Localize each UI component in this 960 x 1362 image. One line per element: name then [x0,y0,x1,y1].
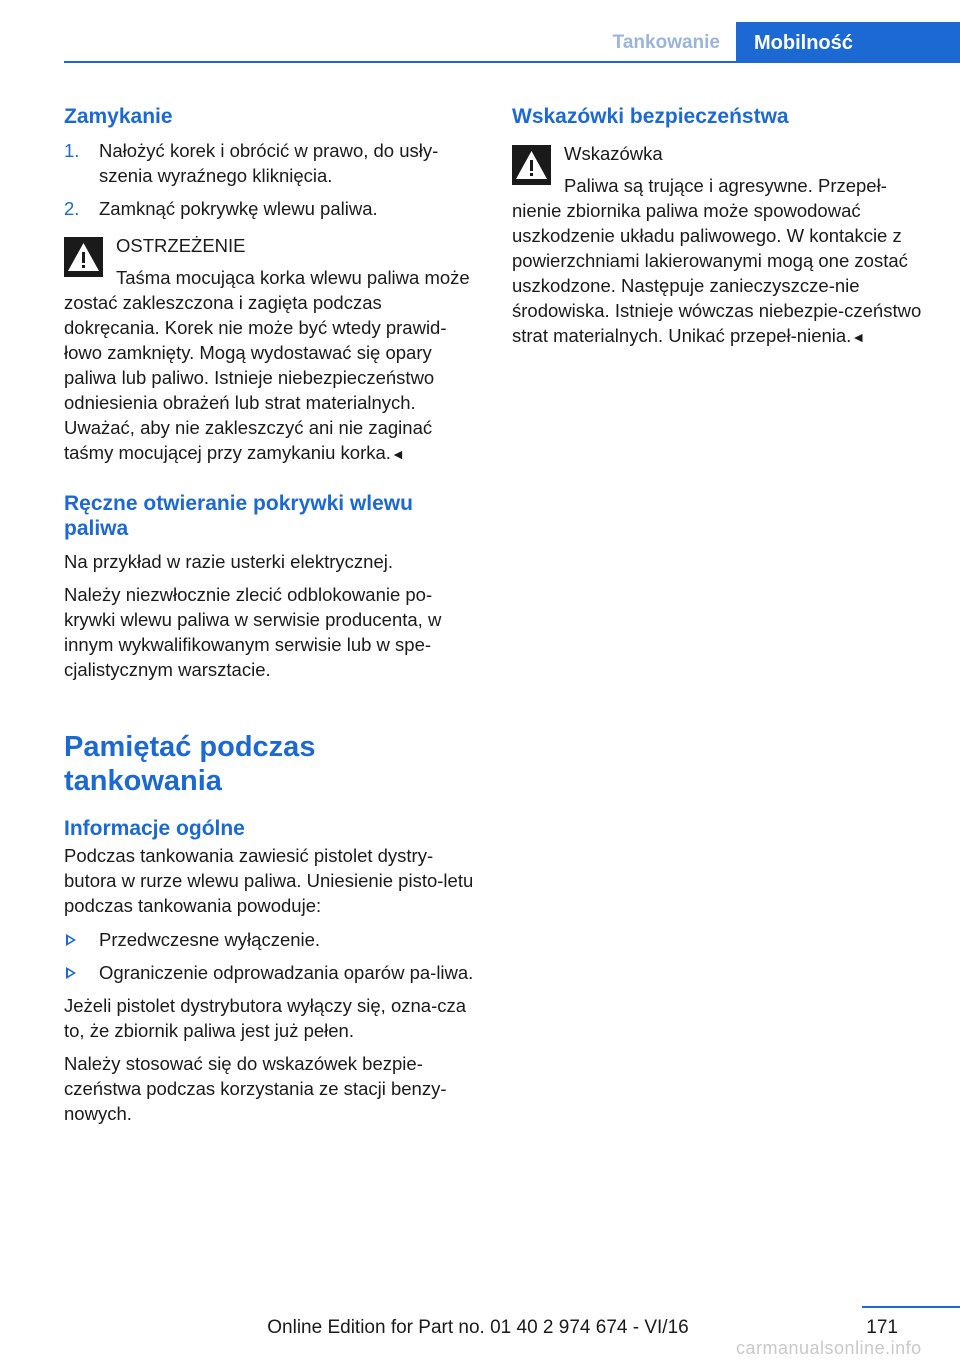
warning-text: Taśma mocująca korka wlewu paliwa może zostać zakleszczona i zagięta podczas dokręcania. Korek nie może być wtedy prawid-łowo zamknięty. Mogą wydostawać się opary paliwa lub paliwo. Istnieje niebezpieczeństwo odniesienia obrażeń lub strat materialnych. Uważać, aby nie zakleszczyć ani nie zaginać taśmy mocującej przy zamykaniu korka.◄ [64,267,470,463]
note-box [512,141,924,350]
list-item [64,196,476,221]
warning-triangle-icon [64,237,103,277]
warning-box [64,233,476,467]
edition-line: Online Edition for Part no. 01 40 2 974 674 - VI/16 [267,1317,689,1338]
zamykanie-heading: Zamykanie [64,105,173,128]
bullet-text: Ograniczenie odprowadzania oparów pa-liwa. [99,962,474,983]
general-info-heading: Informacje ogólne [64,817,245,840]
step-text: Zamknąć pokrywkę wlewu paliwa. [99,198,378,219]
step-number: 1. [64,140,80,161]
note-text: Paliwa są trujące i agresywne. Przepeł-nienie zbiornika paliwa może spowodować uszkodzenie układu paliwowego. W kontakcie z powierzchniami lakierowanymi mogą one zostać uszkodzone. Następuje zanieczyszcze-nie środowiska. Istnieje wówczas niebezpie-czeństwo strat materialnych. Unikać przepeł-nienia.◄ [512,175,922,346]
warning-triangle-icon [512,145,551,185]
manual-opening-heading: Ręczne otwieranie pokrywki wlewu paliwa [64,492,413,540]
watermark: carmanualsonline.info [736,1338,922,1358]
refuel-section-heading: Pamiętać podczas tankowania [64,731,316,797]
step-number: 2. [64,198,80,219]
header-section-title: Tankowanie [612,32,720,53]
right-column [512,100,924,350]
general-info-paragraph: Należy stosować się do wskazówek bezpie-czeństwa podczas korzystania ze stacji benzy-nowych. [64,1053,447,1124]
footer-rule [862,1306,960,1308]
triangle-bullet-icon [66,967,76,979]
general-info-paragraph: Jeżeli pistolet dystrybutora wyłączy się, ozna-cza to, że zbiornik paliwa jest już pełen. [64,995,467,1041]
manual-opening-paragraph: Na przykład w razie usterki elektrycznej. [64,551,393,572]
effects-list [64,927,476,985]
bullet-text: Przedwczesne wyłączenie. [99,929,321,950]
warning-label: OSTRZEŻENIE [116,235,246,256]
list-item [64,927,476,952]
end-mark: ◄ [851,329,866,345]
general-info-paragraph: Podczas tankowania zawiesić pistolet dystry-butora w rurze wlewu paliwa. Uniesienie pisto-letu podczas tankowania powoduje: [64,845,474,916]
list-item [64,138,476,188]
triangle-bullet-icon [66,934,76,946]
left-column [64,100,476,1126]
note-label: Wskazówka [564,143,663,164]
manual-opening-paragraph: Należy niezwłocznie zlecić odblokowanie po-krywki wlewu paliwa w serwisie producenta, w innym wykwalifikowanym serwisie lub w spe-cjalistycznym warsztacie. [64,584,442,680]
step-text: Nałożyć korek i obrócić w prawo, do usły-szenia wyraźnego kliknięcia. [99,140,439,186]
safety-heading: Wskazówki bezpieczeństwa [512,105,789,128]
page-number: 171 [866,1317,898,1338]
closing-steps-list [64,138,476,221]
header-chapter-tab: Mobilność [736,22,960,62]
end-mark: ◄ [390,446,405,462]
header-rule [64,61,960,63]
list-item [64,960,476,985]
